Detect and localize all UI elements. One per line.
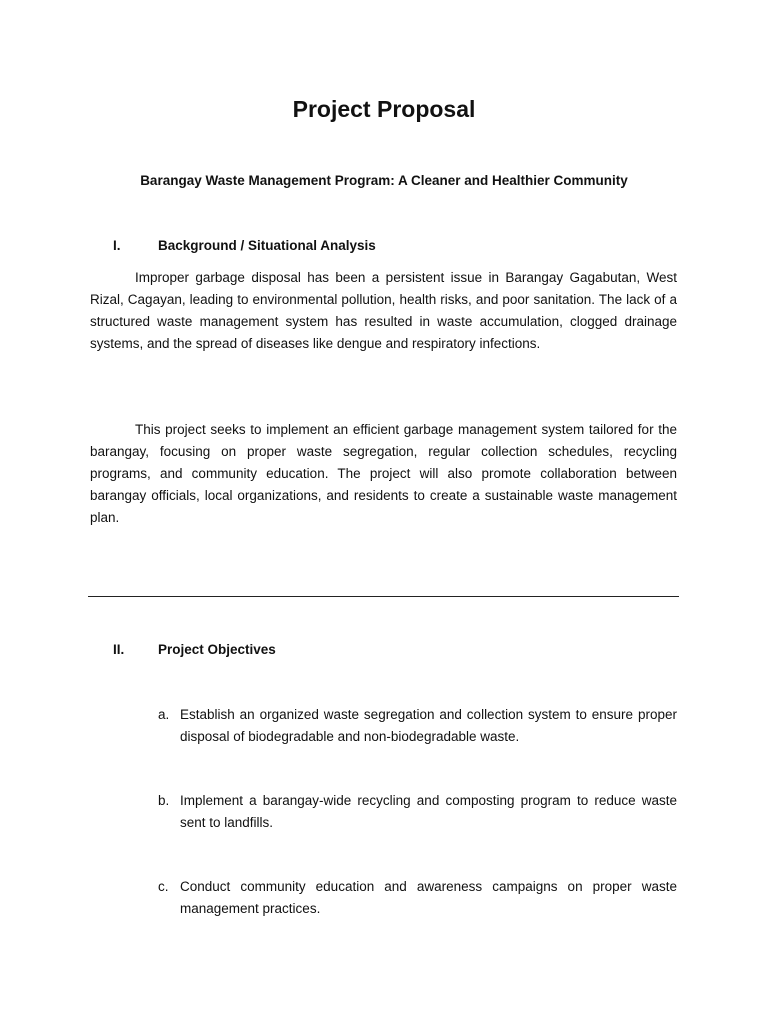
section-number: II. <box>113 642 125 657</box>
objective-text: Conduct community education and awareness campaigns on proper waste management practices. <box>180 879 677 916</box>
section-title: Background / Situational Analysis <box>158 238 376 253</box>
list-marker: c. <box>158 879 169 894</box>
objective-item-a <box>158 704 677 748</box>
list-marker: b. <box>158 793 170 808</box>
objective-text: Implement a barangay-wide recycling and composting program to reduce waste sent to landfills. <box>180 793 677 830</box>
document-subtitle: Barangay Waste Management Program: A Cleaner and Healthier Community <box>140 173 628 188</box>
objective-item-b <box>158 790 677 834</box>
section-number: I. <box>113 238 121 253</box>
objective-text: Establish an organized waste segregation and collection system to ensure proper disposal of biodegradable and non-biodegradable waste. <box>180 707 677 744</box>
document-title: Project Proposal <box>292 96 476 122</box>
section-heading-background <box>113 236 673 256</box>
background-paragraph-1: Improper garbage disposal has been a persistent issue in Barangay Gagabutan, West Rizal, Cagayan, leading to environmental pollution, health risks, and poor sanitation. The lack of a structured waste management system has resulted in waste accumulation, clogged drainage systems, and the spread of diseases like dengue and respiratory infections. <box>90 270 677 351</box>
background-paragraph-2: This project seeks to implement an efficient garbage management system tailored for the barangay, focusing on proper waste segregation, regular collection schedules, recycling programs, and community education. The project will also promote collaboration between barangay officials, local organizations, and residents to create a sustainable waste management plan. <box>90 422 677 525</box>
section-heading-objectives <box>113 640 673 660</box>
list-marker: a. <box>158 707 170 722</box>
section-divider <box>88 596 679 597</box>
section-title: Project Objectives <box>158 642 276 657</box>
objective-item-c <box>158 876 677 920</box>
